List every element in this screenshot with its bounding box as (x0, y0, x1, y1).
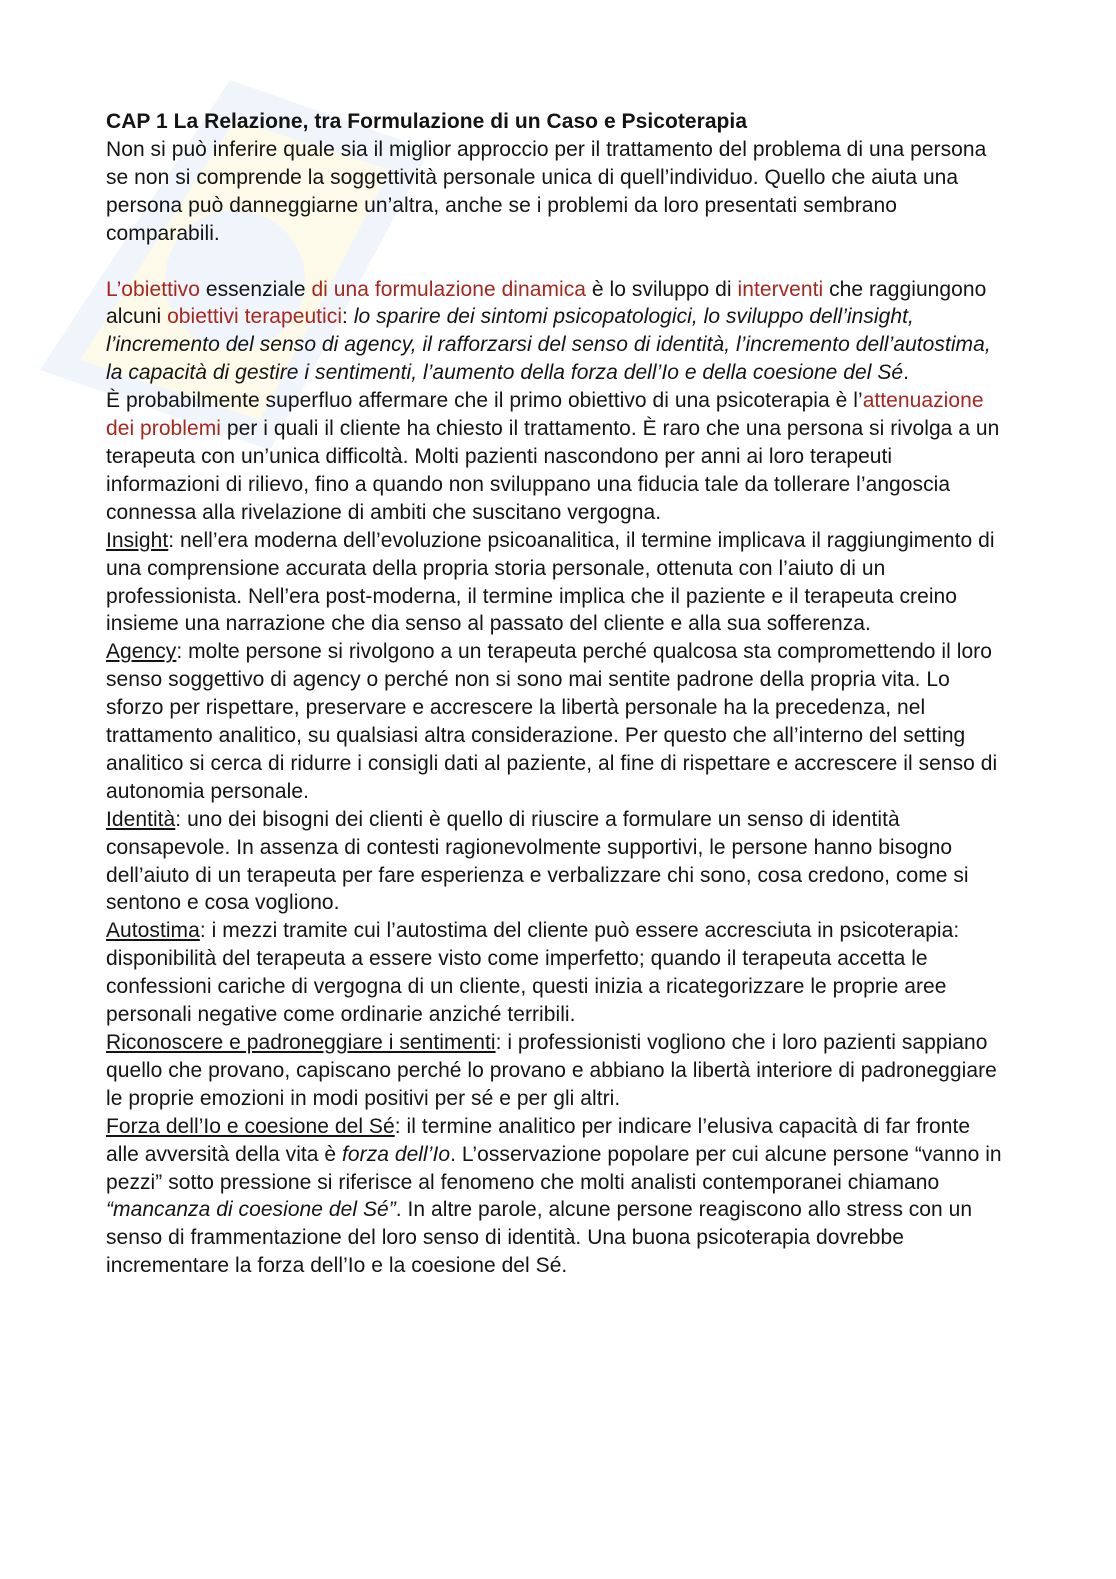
selfesteem-term: Autostima (106, 919, 200, 943)
intro-paragraph: Non si può inferire quale sia il miglior approccio per il trattamento del problema di una persona se non si comprende la soggettività personale unica di quell’individuo. Quello che aiuta una persona può danneggiarne un’altra, anche se i problemi da loro presentati sembrano comparabili. (106, 137, 987, 245)
agency-text: : molte persone si rivolgono a un terapeuta perché qualcosa sta compromettendo il loro senso soggettivo di agency o perché non si sono mai sentite padrone della propria vita. Lo sforzo per rispettare, preservare e accrescere la libertà personale ha la precedenza, nel trattamento analitico, su qualsiasi altra considerazione. Per questo che all’interno del setting analitico si cerca di ridurre i consigli dati al paziente, al fine di rispettare e accrescere il senso di autonomia personale. (106, 640, 998, 803)
feelings-paragraph (106, 1029, 1006, 1113)
identity-paragraph (106, 806, 1006, 918)
ego-term: Forza dell’Io e coesione del Sé (106, 1114, 395, 1138)
ego-text-2: . L’osservazione popolare per cui alcune persone “vanno in pezzi” sotto pressione si riferisce al fenomeno che molti analisti contemporanei chiamano (106, 1142, 1002, 1194)
feelings-text: : i professionisti vogliono che i loro pazienti sappiano quello che provano, capiscano perché lo provano e abbiano la libertà interiore di padroneggiare le proprie emozioni in modi positivi per sé e per gli altri. (106, 1031, 997, 1110)
identity-text: : uno dei bisogni dei clienti è quello di riuscire a formulare un senso di identità consapevole. In assenza di contesti ragionevolmente supportivi, le persone hanno bisogno dell’aiuto di un terapeuta per fare esperienza e verbalizzare chi sono, cosa credono, come si sentono e cosa vogliono. (106, 807, 969, 915)
ego-text: : il termine analitico per indicare l’elusiva capacità di far fronte alle avversità della vita è (106, 1114, 971, 1166)
objective-highlight: L’obiettivo (106, 277, 200, 301)
interventions-highlight: interventi (737, 277, 824, 301)
feelings-term: Riconoscere e padroneggiare i sentimenti (106, 1031, 496, 1054)
formulation-highlight: di una formulazione dinamica (311, 277, 587, 301)
agency-paragraph (106, 638, 1006, 805)
problems-text-2: per i quali il cliente ha chiesto il trattamento. È raro che una persona si rivolga a un terapeuta con un’unica difficoltà. Molti pazienti nascondono per anni ai loro terapeuti informazioni di rilievo, fino a quando non sviluppano una fiducia tale da tollerare l’angoscia connessa alla rivelazione di ambiti che suscitano vergogna. (106, 417, 1000, 524)
objective-text-2: è lo sviluppo di (586, 277, 738, 301)
selfesteem-text: : i mezzi tramite cui l’autostima del cliente può essere accresciuta in psicoterapia: disponibilità del terapeuta a essere visto come imperfetto; quando il terapeuta accetta le confessioni cariche di vergogna di un cliente, questi inizia a ricategorizzare le proprie aree personali negative come ordinarie anziché terribili. (106, 919, 960, 1027)
objective-text-3: che raggiungono alcuni (106, 277, 987, 329)
identity-term: Identità (106, 807, 176, 831)
ego-text-3: . In altre parole, alcune persone reagiscono allo stress con un senso di frammentazione del loro senso di identità. Una buona psicoterapia dovrebbe incrementare la forza dell’Io e la coesione del Sé. (106, 1198, 973, 1278)
insight-paragraph (106, 527, 1006, 639)
insight-term: Insight (106, 528, 169, 552)
paragraph-gap (106, 248, 1006, 276)
goals-list: lo sparire dei sintomi psicopatologici, lo sviluppo dell’insight, l’incremento del senso di agency, il rafforzarsi del senso di identità, l’incremento dell’autostima, la capacità di gestire i sentimenti, l’aumento della forza dell’Io e della coesione del Sé (106, 305, 991, 385)
selfesteem-paragraph (106, 917, 1006, 1029)
objective-paragraph (106, 276, 1006, 388)
objective-end: . (903, 361, 910, 385)
attenuation-highlight: attenuazione dei problemi (106, 389, 984, 441)
therapeutic-goals-highlight: obiettivi terapeutici (167, 305, 343, 329)
document-body (106, 108, 1006, 1280)
cohesion-italic: “mancanza di coesione del Sé” (106, 1198, 396, 1222)
objective-colon: : (342, 305, 354, 329)
problems-text: È probabilmente superfluo affermare che il primo obiettivo di una psicoterapia è l’ (106, 389, 863, 413)
chapter-title: CAP 1 La Relazione, tra Formulazione di un Caso e Psicoterapia (106, 110, 748, 133)
problems-paragraph (106, 387, 1006, 527)
insight-text: : nell’era moderna dell’evoluzione psicoanalitica, il termine implicava il raggiungimento di una comprensione accurata della propria storia personale, ottenuta con l’aiuto di un professionista. Nell’era post-moderna, il termine implica che il paziente e il terapeuta creino insieme una narrazione che dia senso al passato del cliente e alla sua sofferenza. (106, 528, 995, 636)
objective-text: essenziale (199, 277, 312, 301)
agency-term: Agency (106, 640, 177, 664)
ego-paragraph (106, 1113, 1006, 1280)
ego-strength-italic: forza dell’Io (342, 1142, 451, 1166)
